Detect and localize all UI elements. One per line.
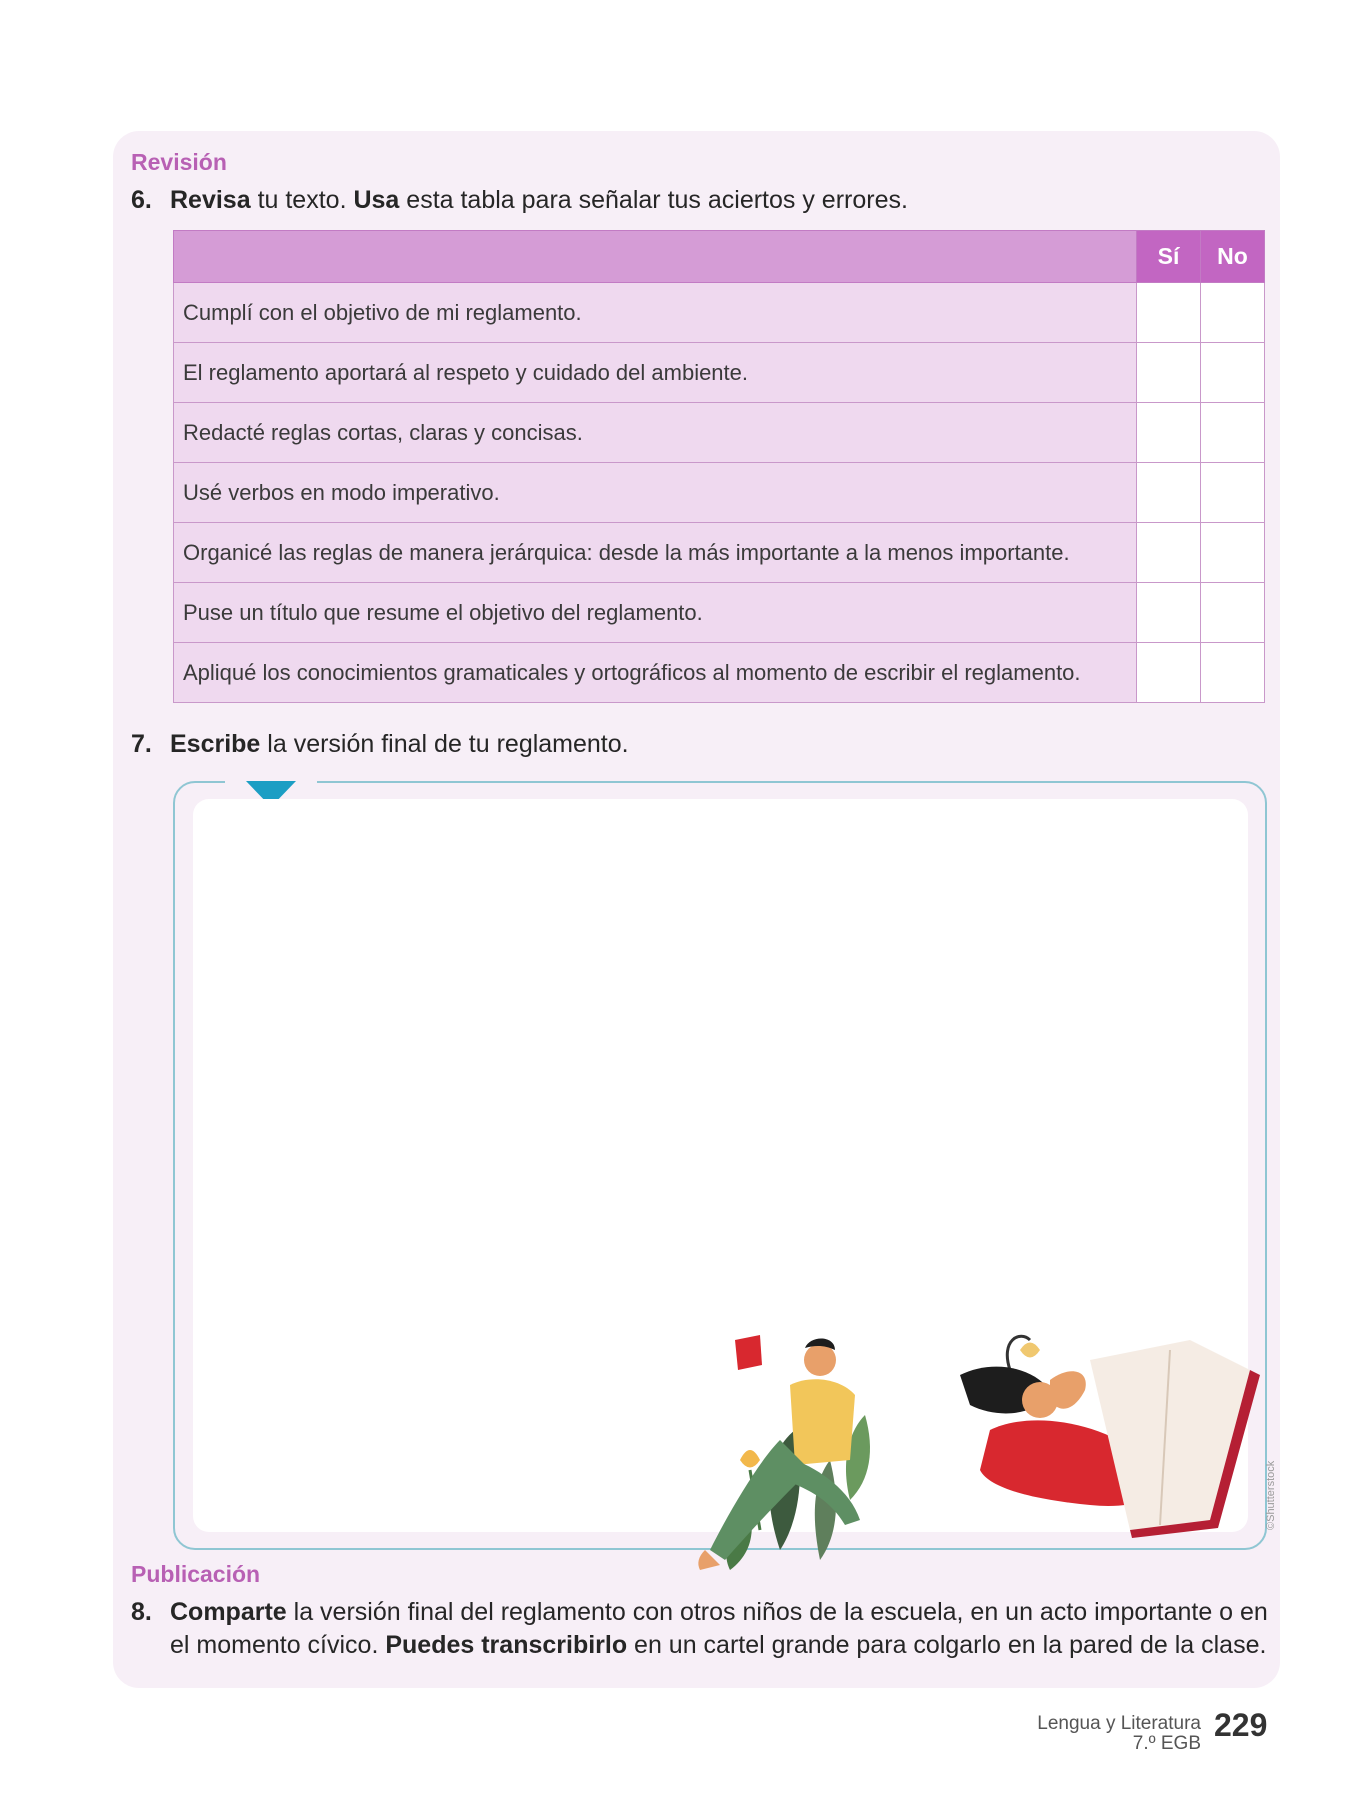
no-checkbox-cell[interactable] [1201,463,1265,523]
yes-checkbox-cell[interactable] [1137,463,1201,523]
table-row [174,643,1265,703]
no-checkbox-cell[interactable] [1201,343,1265,403]
footer-grade: 7.º EGB [1132,1733,1201,1754]
yes-checkbox-cell[interactable] [1137,343,1201,403]
q6-text-1: tu texto. [250,186,354,214]
yes-checkbox-cell[interactable] [1137,283,1201,343]
table-header-row [174,231,1265,283]
q8-text-3: en un cartel grande para colgarlo en la pared de la clase. [627,1631,1267,1659]
table-row-statement: Organicé las reglas de manera jerárquica: desde la más importante a la menos importante. [174,523,1137,583]
q6-bold-usa: Usa [353,186,400,214]
reading-people-illustration [690,1320,1290,1620]
table-row-statement: Cumplí con el objetivo de mi reglamento. [174,283,1137,343]
man-head [804,1344,836,1376]
yes-checkbox-cell[interactable] [1137,583,1201,643]
table-row [174,403,1265,463]
table-row [174,343,1265,403]
table-row [174,523,1265,583]
table-row-statement: Usé verbos en modo imperativo. [174,463,1137,523]
table-header-yes: Sí [1137,231,1201,283]
q6-text-2: esta tabla para señalar tus aciertos y errores. [399,186,908,214]
no-checkbox-cell[interactable] [1201,403,1265,463]
image-credit: ©Shutterstock [1265,1460,1277,1530]
self-check-table [173,230,1265,703]
table-row [174,463,1265,523]
red-book-icon [735,1335,762,1370]
table-header-no: No [1201,231,1265,283]
question-6-number: 6. [131,186,152,214]
flower-icon [1020,1343,1040,1358]
table-row-statement: Apliqué los conocimientos gramaticales y ortográficos al momento de escribir el reglamento. [174,643,1137,703]
table-row [174,283,1265,343]
q6-bold-revisa: Revisa [170,186,251,214]
table-row-statement: Puse un título que resume el objetivo del reglamento. [174,583,1137,643]
no-checkbox-cell[interactable] [1201,283,1265,343]
revision-heading: Revisión [131,149,227,175]
q8-text-1: la versión final del reglamento con otros niños de la escuela, en un acto importante o en [286,1598,1268,1626]
publication-heading: Publicación [131,1561,261,1587]
table-row-statement: El reglamento aportará al respeto y cuidado del ambiente. [174,343,1137,403]
yellow-shirt [790,1379,855,1465]
question-6 [131,184,908,217]
q8-text-2: el momento cívico. [170,1631,386,1659]
flower-icon [740,1450,760,1468]
question-8-line-2 [131,1629,1268,1662]
yes-checkbox-cell[interactable] [1137,643,1201,703]
q7-bold-escribe: Escribe [170,730,261,758]
no-checkbox-cell[interactable] [1201,643,1265,703]
question-8-line-1 [131,1596,1268,1629]
table-header-statement [174,231,1137,283]
footer-subject: Lengua y Literatura [1037,1713,1201,1734]
question-7 [131,728,629,761]
q8-bold-comparte: Comparte [170,1598,287,1626]
q8-bold-transcribirlo: Puedes transcribirlo [385,1631,628,1659]
question-7-number: 7. [131,730,152,758]
footer-title [1037,1714,1201,1754]
table-row [174,583,1265,643]
yes-checkbox-cell[interactable] [1137,523,1201,583]
page-number: 229 [1214,1707,1268,1743]
no-checkbox-cell[interactable] [1201,523,1265,583]
question-8 [131,1596,1268,1662]
question-8-number: 8. [131,1598,152,1626]
table-row-statement: Redacté reglas cortas, claras y concisas. [174,403,1137,463]
no-checkbox-cell[interactable] [1201,583,1265,643]
q7-text: la versión final de tu reglamento. [260,730,629,758]
yes-checkbox-cell[interactable] [1137,403,1201,463]
